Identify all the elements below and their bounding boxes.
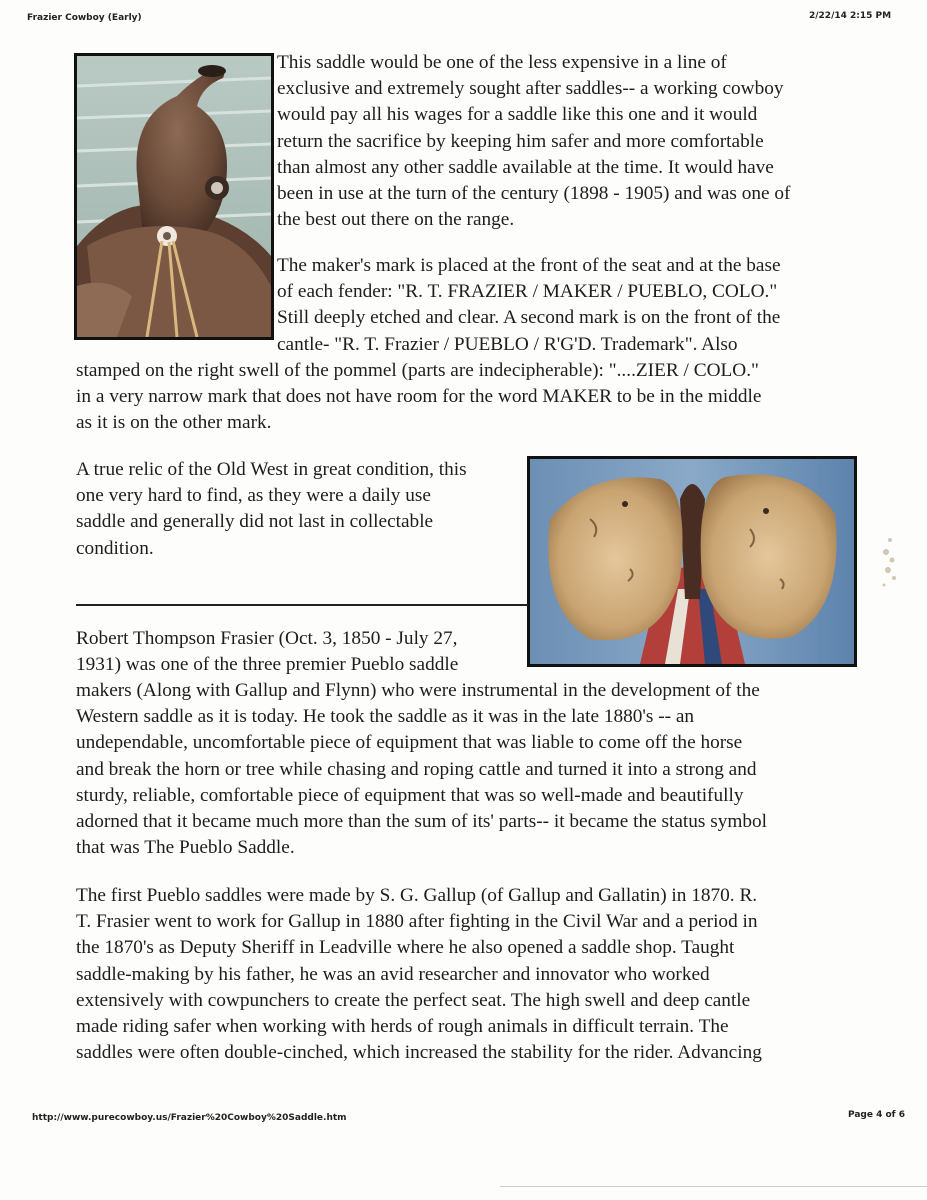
scan-edge-line	[500, 1186, 927, 1187]
makers-mark-paragraph-continued: stamped on the right swell of the pommel (parts are indecipherable): "....ZIER / COLO." in a very narrow mark that does not have room for the word MAKER to be in the middle as it is on the other mark.	[76, 360, 762, 434]
page-number: Page 4 of 6	[848, 1110, 905, 1120]
relic-paragraph: A true relic of the Old West in great condition, this one very hard to find, as they were a daily use saddle and generally did not last in collectable condition.	[76, 459, 467, 559]
intro-paragraph: This saddle would be one of the less expensive in a line of exclusive and extremely sought after saddles-- a working cowboy would pay all his wages for a saddle like this one and it would return the sacrifice by keeping him safer and more comfortable than almost any other saddle available at the time. It would have been in use at the turn of the century (1898 - 1905) and was one of the best out there on the range.	[277, 52, 791, 231]
document-title: Frazier Cowboy (Early)	[27, 13, 142, 23]
makers-mark-paragraph: The maker's mark is placed at the front of the seat and at the base of each fender: "R. T. FRAZIER / MAKER / PUEBLO, COLO." Still deeply etched and clear. A second mark is on the front of the cantle- "R. T. Frazier / PUEBLO / R'G'D. Trademark". Also	[277, 255, 781, 355]
history-paragraph: The first Pueblo saddles were made by S. G. Gallup (of Gallup and Gallatin) in 1870. R. T. Frasier went to work for Gallup in 1880 after fighting in the Civil War and a period in the 1870's as Deputy Sheriff in Leadville where he also opened a saddle shop. Taught saddle-making by his father, he was an avid researcher and innovator who worked extensively with cowpunchers to create the perfect seat. The high swell and deep cantle made riding safer when working with herds of rough animals in difficult terrain. The saddles were often double-cinched, which increased the stability for the rider. Advancing	[76, 885, 762, 1064]
saddle-horn-photo	[74, 53, 274, 340]
saddle-skirts-photo	[527, 456, 857, 667]
biography-paragraph: Robert Thompson Frasier (Oct. 3, 1850 - July 27, 1931) was one of the three premier Pueblo saddle	[76, 628, 459, 676]
scan-artifact	[872, 530, 906, 600]
section-divider	[76, 604, 528, 606]
page-url[interactable]: http://www.purecowboy.us/Frazier%20Cowboy%20Saddle.htm	[32, 1113, 347, 1123]
biography-paragraph-continued: makers (Along with Gallup and Flynn) who were instrumental in the development of the Western saddle as it is today. He took the saddle as it was in the late 1880's -- an undependable, uncomfortable piece of equipment that was liable to come off the horse and break the horn or tree while chasing and roping cattle and turned it into a strong and sturdy, reliable, comfortable piece of equipment that was so well-made and beautifully adorned that it became much more than the sum of its' parts-- it became the status symbol that was The Pueblo Saddle.	[76, 680, 767, 859]
print-datetime: 2/22/14 2:15 PM	[809, 11, 892, 21]
